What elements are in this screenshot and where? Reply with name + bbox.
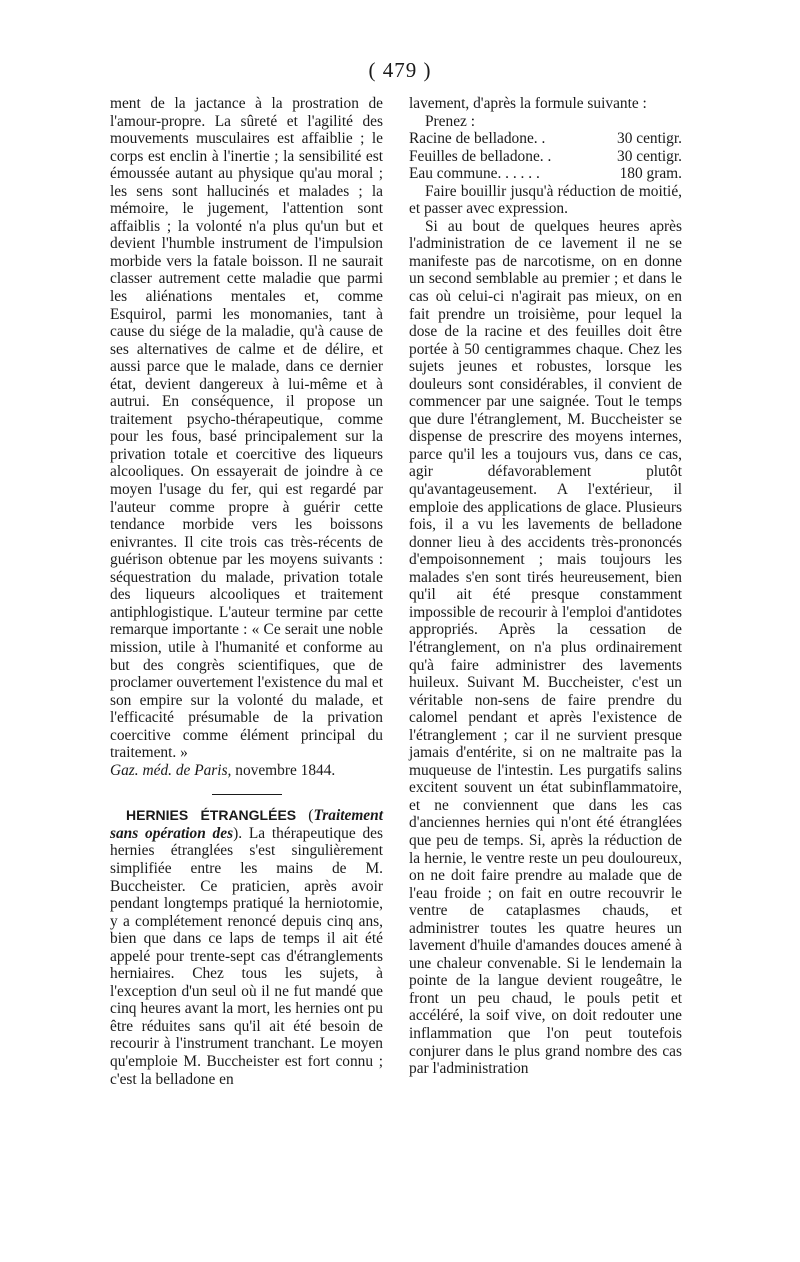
left-column — [110, 95, 383, 1088]
prescription-table — [409, 130, 682, 183]
section-title: HERNIES ÉTRANGLÉES — [126, 807, 297, 824]
prescription-item: Racine de belladone. . — [409, 130, 546, 148]
subtitle-open: ( — [308, 807, 314, 825]
right-column — [409, 95, 682, 1078]
body-paragraph: Si au bout de quelques heures après l'administration de ce lavement il ne se manifeste pas de narcotisme, on en donne un second semblable au premier ; et dans le cas où celui-ci n'agirait pas mieux, on en fait prendre un troisième, pour lequel la dose de la racine et des feuilles doit être portée à 50 centigrammes chaque. Chez les sujets jeunes et robustes, lorsque les douleurs sont considérables, il convient de commencer par une saignée. Tout le temps que dure l'étranglement, M. Buccheister se dispense de prescrire des moyens internes, parce qu'il les a toujours vus, dans ce cas, agir défavorablement plutôt qu'avantageusement. A l'extérieur, il emploie des applications de glace. Plusieurs fois, il a vu les lavements de belladone donner lieu à des accidents très-prononcés d'empoisonnement ; mais toujours les malades s'en sont tirés heureusement, bien qu'il ait été presque constamment impossible de recourir à l'emploi d'antidotes appropriés. Après la cessation de l'étranglement, on n'a plus ordinairement qu'à faire administrer des lavements huileux. Suivant M. Buccheister, c'est un véritable non-sens de faire prendre du calomel pendant et après l'existence de l'étranglement ; car il ne survient presque jamais d'entérite, si on ne maltraite pas la muqueuse de l'intestin. Les purgatifs salins excitent souvent un état subinflammatoire, et ne conviennent que dans les cas d'anciennes hernies qui n'ont été étranglées que peu de temps. Si, après la réduction de la hernie, le ventre reste un peu douloureux, on ne doit faire prendre au malade que de l'eau froide ; on fait en outre recouvrir le ventre de cataplasmes chauds, et administrer toutes les quatre heures un lavement d'huile d'amandes douces amené à une chaleur convenable. Si le lendemain la pointe de la langue devient rougeâtre, le front un peu chaud, le pouls petit et accéléré, la soif vive, on doit redouter une inflammation que l'on peut toutefois conjurer dans le plus grand nombre des cas par l'administration — [409, 217, 682, 1078]
prescription-row — [409, 130, 682, 148]
prescription-dose: 180 gram. — [619, 165, 682, 183]
body-paragraph: lavement, d'après la formule suivante : — [409, 95, 647, 112]
prescription-intro: Prenez : — [425, 112, 475, 130]
section-paragraph — [110, 807, 383, 1088]
prescription-dose: 30 centigr. — [617, 130, 682, 148]
prescription-item: Feuilles de belladone. . — [409, 147, 552, 165]
citation-date: novembre 1844. — [235, 761, 336, 779]
prescription-dose: 30 centigr. — [617, 147, 682, 165]
section-divider — [212, 794, 282, 795]
body-paragraph: ment de la jactance à la prostration de l'amour-propre. La sûreté et l'agilité des mouvements musculaires est affaiblie ; le corps est enclin à l'inertie ; la sensibilité est émoussée autant au physique qu'au moral ; les sens sont hallucinés et malades ; la mémoire, le jugement, l'attention sont affaiblis ; la volonté n'a plus qu'un but et devient l'humble instrument de l'impulsion morbide vers la fatale boisson. Il ne saurait classer autrement cette maladie que parmi les aliénations mentales et, comme Esquirol, parmi les monomanies, tant à cause du siége de la maladie, qu'à cause de ses alternatives de calme et de délire, et aussi parce que le malade, dans ce dernier état, devient dangereux à lui-même et à autrui. En conséquence, il propose un traitement psycho-thérapeutique, comme pour les fous, basé principalement sur la privation totale et coercitive des liqueurs alcooliques. On essayerait de joindre à ce moyen l'usage du fer, qui est regardé par l'auteur comme propre à guérir cette tendance morbide vers les boissons enivrantes. Il cite trois cas très-récents de guérison obtenue par les moyens suivants : séquestration du malade, privation totale des liqueurs alcooliques et traitement antiphlogistique. L'auteur termine par cette remarque importante : « Ce serait une noble mission, utile à l'humanité et conforme au but des congrès scientifiques, que de proclamer ouvertement l'existence du mal et son empire sur la volonté du malade, et l'efficacité présumable de la privation coercitive comme élément principal du traitement. » — [110, 95, 383, 762]
section-subtitle: Traitement sans opération des — [110, 807, 383, 842]
prescription-row — [409, 148, 682, 166]
citation-source: Gaz. méd. de Paris, — [110, 761, 232, 779]
citation-line — [110, 762, 383, 780]
prescription-row — [409, 165, 682, 183]
subtitle-close: ). — [233, 824, 243, 842]
prescription-item: Eau commune. . . . . . — [409, 165, 540, 183]
page-number: ( 479 ) — [368, 58, 432, 82]
body-paragraph: La thérapeutique des hernies étranglées s'est singulièrement simplifiée entre les mains de M. Buccheister. Ce praticien, après avoir pendant longtemps pratiqué la herniotomie, y a complétement renoncé depuis cinq ans, bien que dans ce laps de temps il ait été appelé pour trente-sept cas d'étranglements herniaires. Chez tous les sujets, à l'exception d'un seul où il ne fut mandé que cinq heures avant la mort, les hernies ont pu être réduites sans qu'il ait été besoin de recourir à l'instrument tranchant. Le moyen qu'emploie M. Buccheister est fort connu ; c'est la belladone en — [110, 824, 383, 1088]
body-paragraph: Faire bouillir jusqu'à réduction de moitié, et passer avec expression. — [409, 182, 682, 218]
